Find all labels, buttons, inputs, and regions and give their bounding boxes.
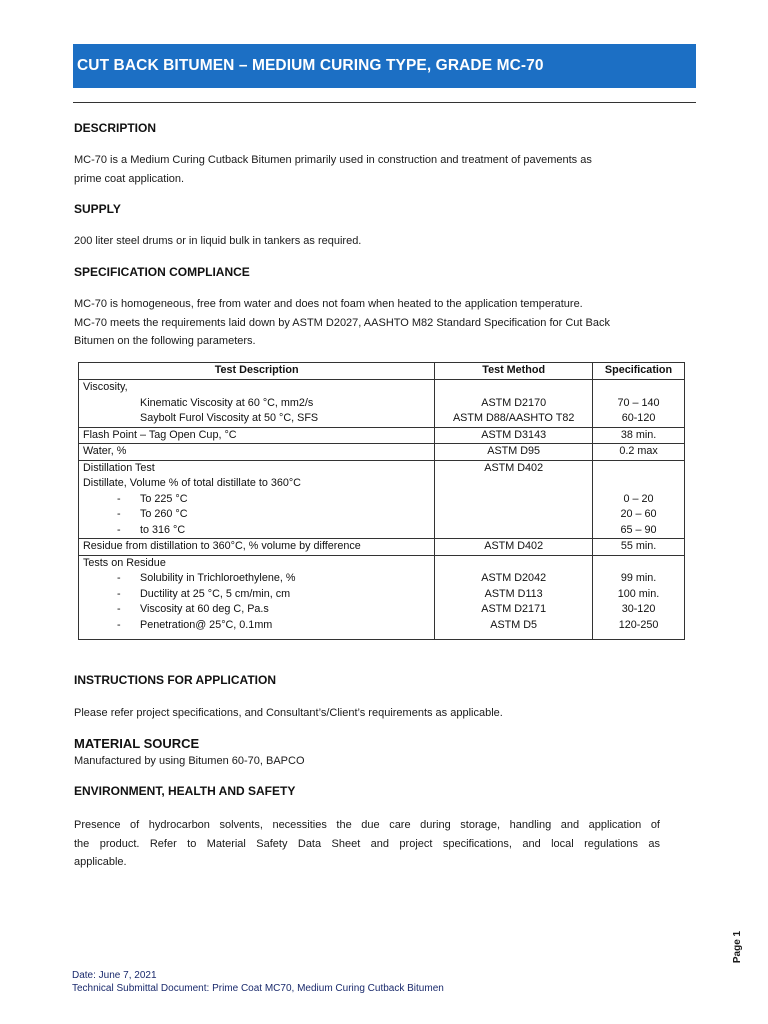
viscosity-label: Viscosity, [83,381,128,393]
tests-on-residue-method: ASTM D2042 ASTM D113 ASTM D2171 ASTM D5 [435,555,593,640]
material-source-text: Manufactured by using Bitumen 60-70, BAPCO [74,755,305,767]
list-item: - Viscosity at 60 deg C, Pa.s [117,603,269,615]
description-line-2: prime coat application. [74,172,185,185]
ehs-heading: ENVIRONMENT, HEALTH AND SAFETY [74,784,296,798]
description-text [74,151,674,188]
residue-spec: 55 min. [593,539,685,556]
distillate-label: Distillate, Volume % of total distillate to 360°C [83,477,301,489]
header-test-description: Test Description [79,363,435,380]
residue-desc: Residue from distillation to 360°C, % volume by difference [79,539,435,556]
footer-document-title: Technical Submittal Document: Prime Coat MC70, Medium Curing Cutback Bitumen [72,983,444,994]
supply-heading: SUPPLY [74,202,121,216]
kinematic-viscosity-label: Kinematic Viscosity at 60 °C, mm2/s [140,396,314,409]
list-item: - To 225 °C [117,492,188,505]
flash-point-method: ASTM D3143 [435,427,593,444]
header-test-method: Test Method [435,363,593,380]
saybolt-spec: 60-120 [621,412,656,424]
table-row-tests-on-residue [79,555,685,640]
viscosity-method [435,380,593,428]
page-number: Page 1 [731,930,743,964]
saybolt-method: ASTM D88/AASHTO T82 [452,412,575,424]
list-item: - Ductility at 25 °C, 5 cm/min, cm [117,587,291,600]
table-header-row [79,363,685,380]
table-row-viscosity [79,380,685,428]
table-row-water [79,444,685,461]
compliance-line-2: MC-70 meets the requirements laid down by ASTM D2027, AASHTO M82 Standard Specification for Cut Back [74,316,610,329]
list-item: - Solubility in Trichloroethylene, % [117,572,296,584]
tests-on-residue-label: Tests on Residue [83,556,166,569]
distillation-method: ASTM D402 [435,460,593,539]
compliance-text [74,295,674,351]
water-method: ASTM D95 [435,444,593,461]
residue-method: ASTM D402 [435,539,593,556]
flash-point-spec: 38 min. [593,427,685,444]
table-row-distillation [79,460,685,539]
ehs-line-3: applicable. [74,856,127,868]
instructions-heading: INSTRUCTIONS FOR APPLICATION [74,673,276,687]
specification-table [78,362,685,640]
saybolt-viscosity-label: Saybolt Furol Viscosity at 50 °C, SFS [140,412,319,424]
kinematic-spec: 70 – 140 [617,396,660,409]
viscosity-desc [79,380,435,428]
supply-text: 200 liter steel drums or in liquid bulk in tankers as required. [74,235,362,247]
description-heading: DESCRIPTION [74,121,157,135]
water-desc: Water, % [79,444,435,461]
ehs-line-2: the product. Refer to Material Safety Data Sheet and project specifications, and local regulations as [74,837,660,850]
list-item: - to 316 °C [117,523,186,536]
list-item: - Penetration@ 25°C, 0.1mm [117,618,273,631]
title-divider [73,102,696,103]
viscosity-spec [593,380,685,428]
compliance-line-3: Bitumen on the following parameters. [74,335,256,347]
material-source-heading: MATERIAL SOURCE [74,736,200,751]
document-title: CUT BACK BITUMEN – MEDIUM CURING TYPE, GRADE MC-70 [77,57,544,74]
instructions-text: Please refer project specifications, and Consultant’s/Client’s requirements as applicable. [74,707,503,719]
compliance-line-1: MC-70 is homogeneous, free from water and does not foam when heated to the application temperature. [74,298,583,310]
water-spec: 0.2 max [593,444,685,461]
header-specification: Specification [593,363,685,380]
flash-point-desc: Flash Point – Tag Open Cup, °C [79,427,435,444]
tests-on-residue-spec: 99 min. 100 min. 30-120 120-250 [593,555,685,640]
footer-date: Date: June 7, 2021 [72,970,157,981]
ehs-text [74,816,660,872]
list-item: - To 260 °C [117,508,188,520]
tests-on-residue-desc [79,555,435,640]
table-row-residue [79,539,685,556]
compliance-heading: SPECIFICATION COMPLIANCE [74,265,250,279]
description-line-1: MC-70 is a Medium Curing Cutback Bitumen primarily used in construction and treatment of pavements as [74,154,592,166]
ehs-line-1: Presence of hydrocarbon solvents, necessities the due care during storage, handling and application of [74,819,660,831]
distillation-label: Distillation Test [83,461,155,474]
table-row-flash-point [79,427,685,444]
kinematic-method: ASTM D2170 [481,396,547,409]
distillation-spec: 0 – 20 20 – 60 65 – 90 [593,460,685,539]
distillation-desc [79,460,435,539]
document-title-banner [73,44,696,88]
